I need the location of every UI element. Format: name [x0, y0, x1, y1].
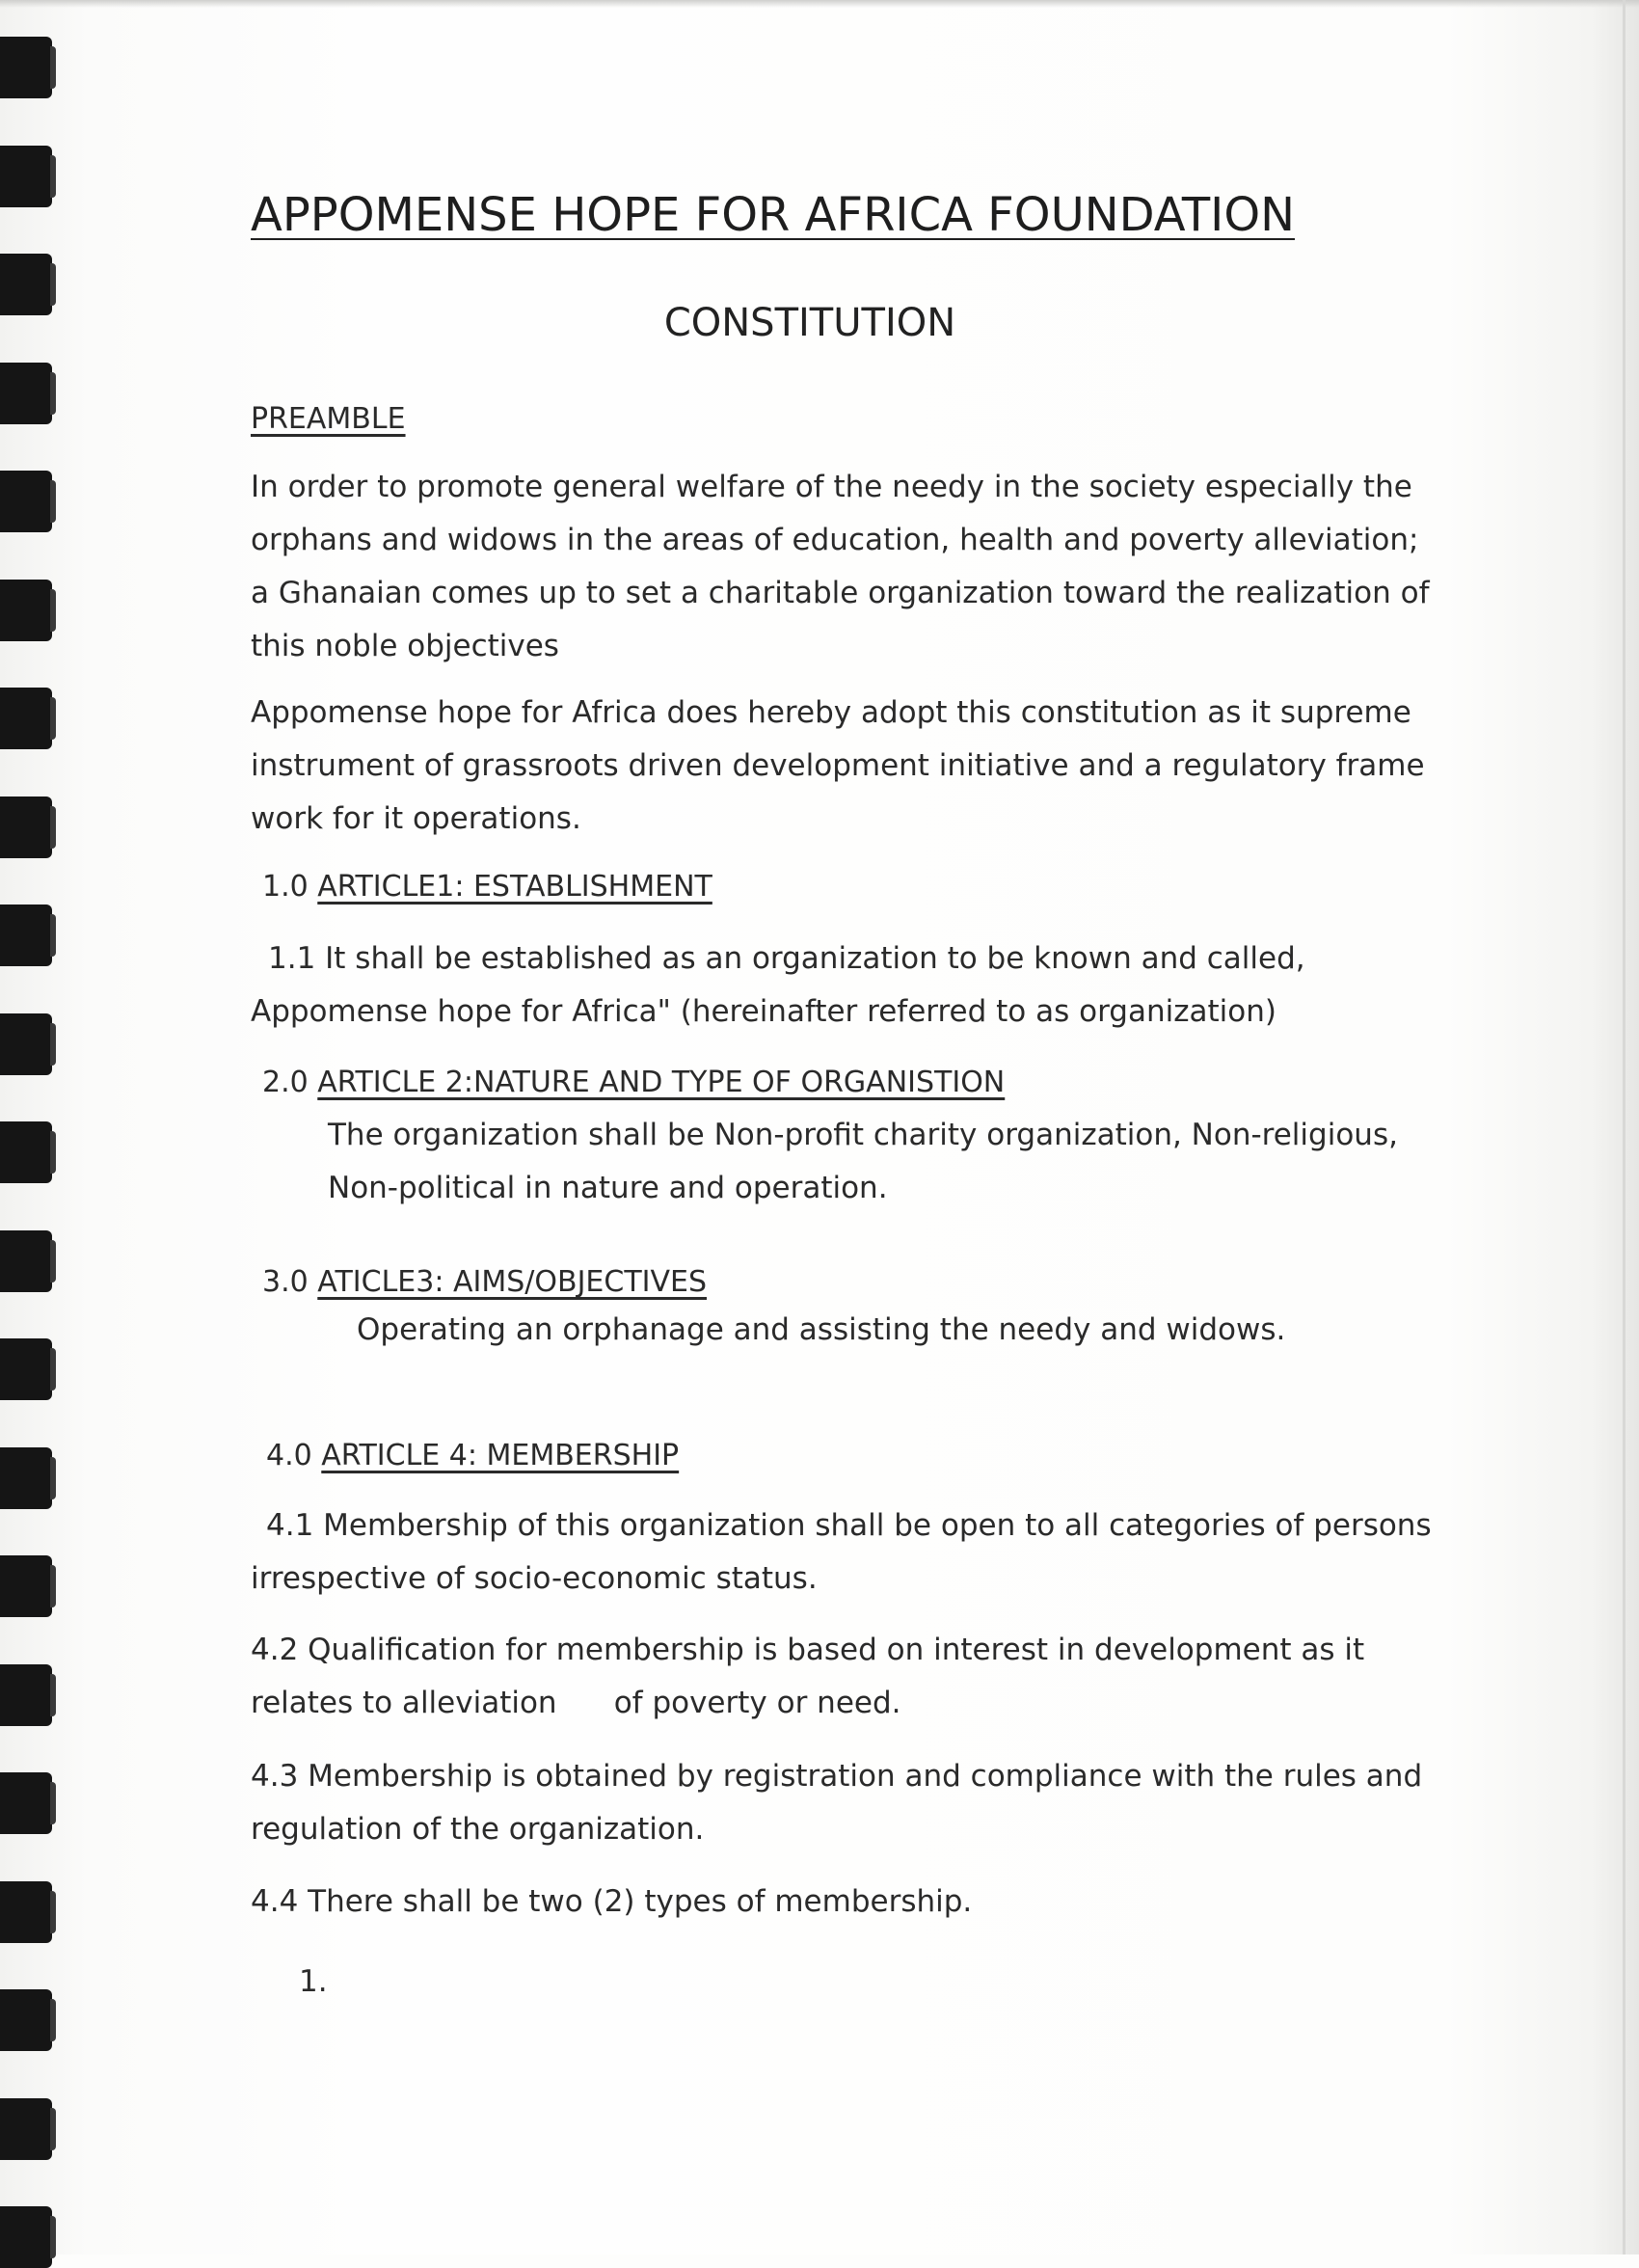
article4-clause-4-2: [251, 1624, 1408, 1730]
clause-4-2-line: 4.2 Qualification for membership is based on interest in development as it: [251, 1633, 1365, 1667]
preamble-heading-text: PREAMBLE: [251, 402, 406, 436]
binding-ring: [0, 1664, 52, 1726]
preamble-heading: [251, 395, 406, 444]
article1-heading: [262, 863, 712, 911]
article3-number: 3.0: [262, 1265, 309, 1299]
article1-title: ARTICLE1: ESTABLISHMENT: [317, 870, 712, 904]
clause-4-1-line: 4.1 Membership of this organization shall be open to all categories of persons: [266, 1508, 1432, 1543]
membership-list-item-1: 1.: [299, 1964, 328, 1999]
clause-4-1-line: irrespective of socio-economic status.: [251, 1561, 818, 1596]
article2-body-line: Non-political in nature and operation.: [328, 1171, 888, 1205]
preamble-p1-line: In order to promote general welfare of the needy in the society especially the: [251, 470, 1412, 504]
binding-ring: [0, 1555, 52, 1617]
preamble-paragraph-2: [251, 687, 1425, 846]
clause-4-4-line: 4.4 There shall be two (2) types of membership.: [251, 1884, 973, 1919]
article2-body-line: The organization shall be Non-profit charity organization, Non-religious,: [328, 1118, 1398, 1152]
binding-ring: [0, 1013, 52, 1075]
binding-ring: [0, 2098, 52, 2160]
binding-ring: [0, 580, 52, 641]
binding-ring: [0, 796, 52, 858]
article2-title: ARTICLE 2:NATURE AND TYPE OF ORGANISTION: [317, 1066, 1006, 1099]
preamble-paragraph-1: [251, 461, 1430, 673]
document-subtitle: CONSTITUTION: [663, 301, 956, 345]
article1-number: 1.0: [262, 870, 309, 904]
article4-heading: [266, 1432, 679, 1480]
clause-1-1-line: 1.1 It shall be established as an organization to be known and called,: [268, 941, 1305, 976]
preamble-p2-line: Appomense hope for Africa does hereby adopt this constitution as it supreme: [251, 695, 1411, 730]
page-right-edge: [1623, 0, 1626, 2254]
spiral-binding: [0, 0, 58, 2254]
binding-ring: [0, 146, 52, 207]
article3-heading: [262, 1258, 707, 1307]
article2-heading: [262, 1059, 1005, 1107]
preamble-p1-line: orphans and widows in the areas of education, health and poverty alleviation;: [251, 523, 1419, 557]
binding-ring: [0, 1230, 52, 1292]
preamble-p1-line: this noble objectives: [251, 629, 559, 663]
article1-clause-1-1: [251, 932, 1408, 1039]
preamble-p2-line: instrument of grassroots driven development initiative and a regulatory frame: [251, 748, 1425, 783]
article4-clause-4-3: [251, 1750, 1423, 1856]
clause-1-1-line: Appomense hope for Africa" (hereinafter referred to as organization): [251, 994, 1276, 1029]
page-top-shadow: [0, 0, 1639, 8]
article3-title: ATICLE3: AIMS/OBJECTIVES: [317, 1265, 708, 1299]
binding-ring: [0, 904, 52, 966]
clause-4-3-line: regulation of the organization.: [251, 1812, 705, 1847]
binding-ring: [0, 1989, 52, 2051]
article3-body-line: Operating an orphanage and assisting the needy and widows.: [357, 1312, 1286, 1347]
binding-ring: [0, 1881, 52, 1943]
binding-ring: [0, 37, 52, 98]
article4-clause-4-1: [251, 1499, 1432, 1606]
binding-ring: [0, 363, 52, 424]
clause-4-3-line: 4.3 Membership is obtained by registration and compliance with the rules and: [251, 1759, 1423, 1794]
preamble-p2-line: work for it operations.: [251, 801, 581, 836]
document-title: APPOMENSE HOPE FOR AFRICA FOUNDATION: [251, 188, 1295, 242]
binding-ring: [0, 1772, 52, 1834]
article4-title: ARTICLE 4: MEMBERSHIP: [321, 1439, 680, 1472]
binding-ring: [0, 1121, 52, 1183]
article4-clause-4-4: [251, 1876, 1408, 1929]
binding-ring: [0, 1447, 52, 1509]
article4-number: 4.0: [266, 1439, 312, 1472]
clause-4-2-line: relates to alleviation of poverty or need.: [251, 1686, 901, 1720]
article2-number: 2.0: [262, 1066, 309, 1099]
binding-ring: [0, 2206, 52, 2268]
binding-ring: [0, 1338, 52, 1400]
article3-body: [357, 1304, 1514, 1357]
binding-ring: [0, 254, 52, 315]
binding-ring: [0, 471, 52, 532]
article2-body: [328, 1109, 1485, 1215]
binding-ring: [0, 688, 52, 749]
preamble-p1-line: a Ghanaian comes up to set a charitable organization toward the realization of: [251, 576, 1430, 610]
